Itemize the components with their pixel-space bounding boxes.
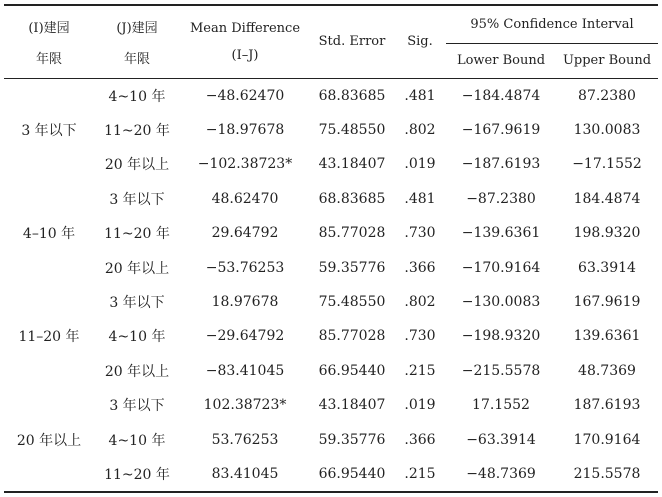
cell-sig: .019 [404,397,436,414]
cell-j-years: 3 年以下 [109,191,165,208]
multiple-comparisons-table [4,4,658,493]
cell-upper-bound: 215.5578 [556,457,658,492]
cell-lower-bound: −63.3914 [466,431,536,448]
group-label-i-years: 11–20 年 [18,329,80,346]
cell-mean-difference: 29.64792 [211,225,279,242]
cell-sig: .802 [404,122,436,139]
cell-j-years: 4~10 年 [108,88,166,105]
header-i-years [4,5,94,78]
cell-lower-bound: −184.4874 [461,87,541,104]
cell-upper-bound: 184.4874 [573,190,641,207]
cell-j-years: 20 年以上 [104,260,170,277]
cell-sig: .215 [394,457,446,492]
header-i-line1: (I)建园 [28,20,70,36]
header-sig: Sig. [394,5,446,78]
cell-lower-bound: −170.9164 [461,259,541,276]
cell-upper-bound: 48.7369 [578,362,636,379]
cell-sig: .481 [404,190,436,207]
table-row [4,147,658,181]
cell-sig: .215 [404,362,436,379]
table-row [4,113,658,147]
table-row [4,457,658,492]
header-mean-line2: (I–J) [231,47,259,63]
cell-mean-difference: 83.41045 [180,457,310,492]
table-row [4,388,658,422]
cell-upper-bound: 130.0083 [573,122,641,139]
cell-sig: .366 [404,431,436,448]
cell-mean-difference: 102.38723* [203,397,287,414]
cell-mean-difference: −29.64792 [205,328,285,345]
cell-j-years: 11~20 年 [104,226,170,243]
cell-upper-bound: 187.6193 [573,397,641,414]
cell-std-error: 59.35776 [318,259,386,276]
table-row [4,78,658,113]
cell-lower-bound: −167.9619 [461,122,541,139]
table-row [4,285,658,319]
cell-mean-difference: −53.76253 [205,259,285,276]
cell-sig: .019 [404,156,436,173]
cell-lower-bound: −187.6193 [461,156,541,173]
cell-std-error: 43.18407 [318,156,386,173]
cell-j-years: 3 年以下 [109,295,165,312]
table-row [4,182,658,216]
table-row [4,216,658,250]
cell-j-years: 20 年以上 [104,363,170,380]
header-confidence-interval: 95% Confidence Interval [446,5,658,43]
cell-lower-bound: −48.7369 [446,457,556,492]
header-i-line2: 年限 [35,51,62,67]
cell-sig: .730 [404,225,436,242]
cell-std-error: 59.35776 [318,431,386,448]
cell-mean-difference: −48.62470 [205,87,285,104]
cell-j-years: 4~10 年 [108,432,166,449]
table-body [4,78,658,492]
header-j-line1: (J)建园 [116,20,158,36]
header-upper-bound: Upper Bound [562,53,652,68]
cell-mean-difference: −83.41045 [205,362,285,379]
cell-mean-difference: −18.97678 [205,122,285,139]
cell-lower-bound: −198.9320 [461,328,541,345]
cell-std-error: 66.95440 [310,457,394,492]
table-row [4,319,658,353]
cell-mean-difference: 48.62470 [211,190,279,207]
cell-j-years: 11~20 年 [104,123,170,140]
cell-j-years: 3 年以下 [109,398,165,415]
cell-lower-bound: −139.6361 [461,225,541,242]
group-label-i-years: 20 年以上 [4,388,94,492]
cell-sig: .481 [404,87,436,104]
table-row [4,250,658,284]
header-j-line2: 年限 [123,51,150,67]
cell-lower-bound: −87.2380 [466,190,536,207]
cell-upper-bound: 139.6361 [573,328,641,345]
cell-std-error: 68.83685 [318,87,386,104]
cell-sig: .802 [404,294,436,311]
cell-upper-bound: 170.9164 [573,431,641,448]
cell-std-error: 75.48550 [318,122,386,139]
cell-std-error: 85.77028 [318,328,386,345]
header-j-years [94,5,180,78]
cell-std-error: 43.18407 [318,397,386,414]
cell-mean-difference: 18.97678 [211,294,279,311]
cell-upper-bound: 87.2380 [578,87,636,104]
cell-mean-difference: 53.76253 [211,431,279,448]
cell-upper-bound: 167.9619 [573,294,641,311]
header-mean-line1: Mean Difference [189,20,301,36]
cell-lower-bound: −130.0083 [461,294,541,311]
cell-j-years: 11~20 年 [94,457,180,492]
table-row [4,354,658,388]
group-label-i-years: 3 年以下 [21,123,77,140]
cell-lower-bound: 17.1552 [472,397,530,414]
table-row [4,422,658,456]
header-std-error: Std. Error [310,5,394,78]
cell-upper-bound: −17.1552 [572,156,642,173]
group-label-i-years: 4–10 年 [22,226,76,243]
cell-std-error: 75.48550 [318,294,386,311]
cell-upper-bound: 63.3914 [578,259,636,276]
cell-j-years: 20 年以上 [104,157,170,174]
cell-j-years: 4~10 年 [108,329,166,346]
cell-sig: .366 [404,259,436,276]
cell-sig: .730 [404,328,436,345]
cell-std-error: 66.95440 [318,362,386,379]
cell-lower-bound: −215.5578 [461,362,541,379]
cell-mean-difference: −102.38723* [197,156,293,173]
header-mean-difference [180,5,310,78]
cell-upper-bound: 198.9320 [573,225,641,242]
cell-std-error: 85.77028 [318,225,386,242]
header-lower-bound: Lower Bound [456,53,546,68]
cell-std-error: 68.83685 [318,190,386,207]
